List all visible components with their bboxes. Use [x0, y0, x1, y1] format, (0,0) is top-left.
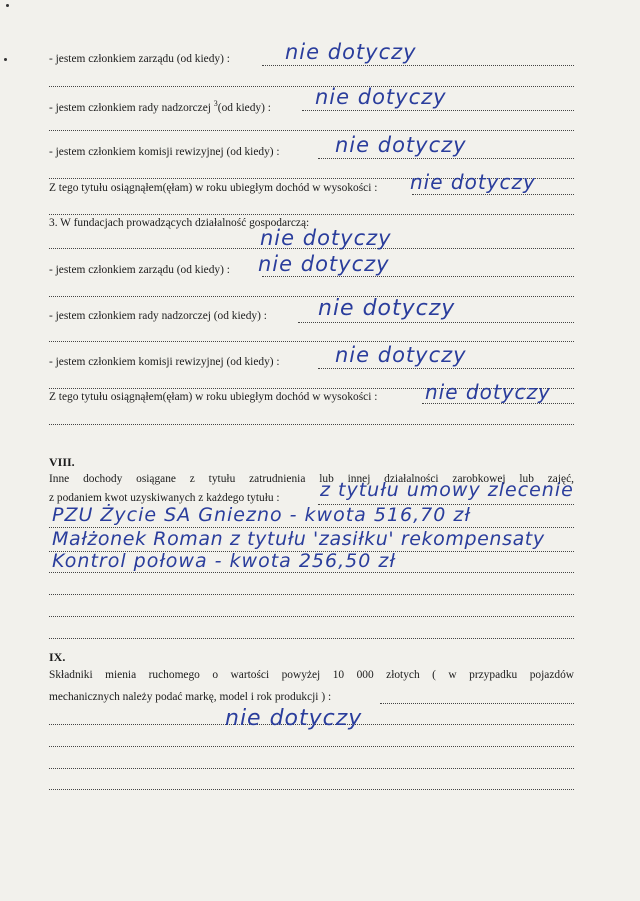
foundation-audit-answer: nie dotyczy	[335, 343, 467, 367]
audit-committee-answer: nie dotyczy	[335, 133, 467, 157]
foundation-supervisory-row: - jestem członkiem rady nadzorczej (od kiedy) :	[49, 310, 267, 322]
foundation-income-row: Z tego tytułu osiągnąłem(ęłam) w roku ubiegłym dochód w wysokości :	[49, 391, 378, 403]
section-ix-text-1: Składniki mienia ruchomego o wartości powyżej 10 000 złotych ( w przypadku pojazdów	[49, 669, 574, 681]
section-ix-heading: IX.	[49, 650, 66, 664]
blank-line	[49, 86, 574, 87]
board-member-row: - jestem członkiem zarządu (od kiedy) :	[49, 53, 230, 65]
section-viii-text-1: Inne dochody osiągane z tytułu zatrudnienia lub innej działalności zarobkowej lub zajęć,	[49, 473, 574, 485]
section-ix-text-2: mechanicznych należy podać markę, model i rok produkcji ) :	[49, 691, 332, 703]
blank-line	[49, 768, 574, 769]
blank-line	[49, 594, 574, 595]
answer-line	[49, 572, 574, 573]
blank-line	[49, 296, 574, 297]
board-member-fill	[262, 65, 574, 66]
income-answer: nie dotyczy	[410, 170, 536, 194]
foundation-supervisory-fill	[298, 322, 574, 323]
foundation-board-fill	[262, 276, 574, 277]
movables-answer: nie dotyczy	[225, 706, 363, 731]
blank-line	[49, 746, 574, 747]
other-income-answer-1: z tytułu umowy zlecenie	[320, 479, 574, 501]
other-income-answer-4: Kontrol połowa - kwota 256,50 zł	[52, 550, 396, 572]
board-member-answer: nie dotyczy	[285, 40, 417, 64]
foundation-audit-row: - jestem członkiem komisji rewizyjnej (od kiedy) :	[49, 356, 280, 368]
foundation-board-row: - jestem członkiem zarządu (od kiedy) :	[49, 264, 230, 276]
audit-committee-fill	[318, 158, 574, 159]
other-income-answer-3: Małżonek Roman z tytułu 'zasiłku' rekompensaty	[52, 528, 545, 550]
supervisory-board-answer: nie dotyczy	[315, 85, 447, 109]
foundations-answer: nie dotyczy	[260, 226, 392, 250]
audit-committee-row: - jestem członkiem komisji rewizyjnej (od kiedy) :	[49, 146, 280, 158]
blank-line	[49, 214, 574, 215]
blank-line	[49, 341, 574, 342]
scan-speck	[4, 58, 7, 61]
income-fill	[412, 194, 574, 195]
foundation-supervisory-answer: nie dotyczy	[318, 296, 456, 321]
blank-line	[49, 130, 574, 131]
foundation-audit-fill	[318, 368, 574, 369]
income-row: Z tego tytułu osiągnąłem(ęłam) w roku ubiegłym dochód w wysokości :	[49, 182, 378, 194]
other-income-answer-2: PZU Życie SA Gniezno - kwota 516,70 zł	[52, 504, 471, 526]
section-viii-heading: VIII.	[49, 455, 75, 469]
supervisory-board-row: - jestem członkiem rady nadzorczej $^3$(od kiedy) :	[49, 99, 271, 114]
blank-line	[49, 616, 574, 617]
section-ix-fill	[380, 703, 574, 704]
blank-line	[49, 638, 574, 639]
blank-line	[49, 789, 574, 790]
blank-line	[49, 424, 574, 425]
foundation-income-answer: nie dotyczy	[425, 380, 551, 404]
section-viii-text-2: z podaniem kwot uzyskiwanych z każdego tytułu :	[49, 492, 280, 504]
foundation-board-answer: nie dotyczy	[258, 252, 390, 276]
foundations-heading: 3. W fundacjach prowadzących działalność gospodarczą:	[49, 217, 310, 229]
scan-speck	[6, 4, 9, 7]
supervisory-board-fill	[302, 110, 574, 111]
